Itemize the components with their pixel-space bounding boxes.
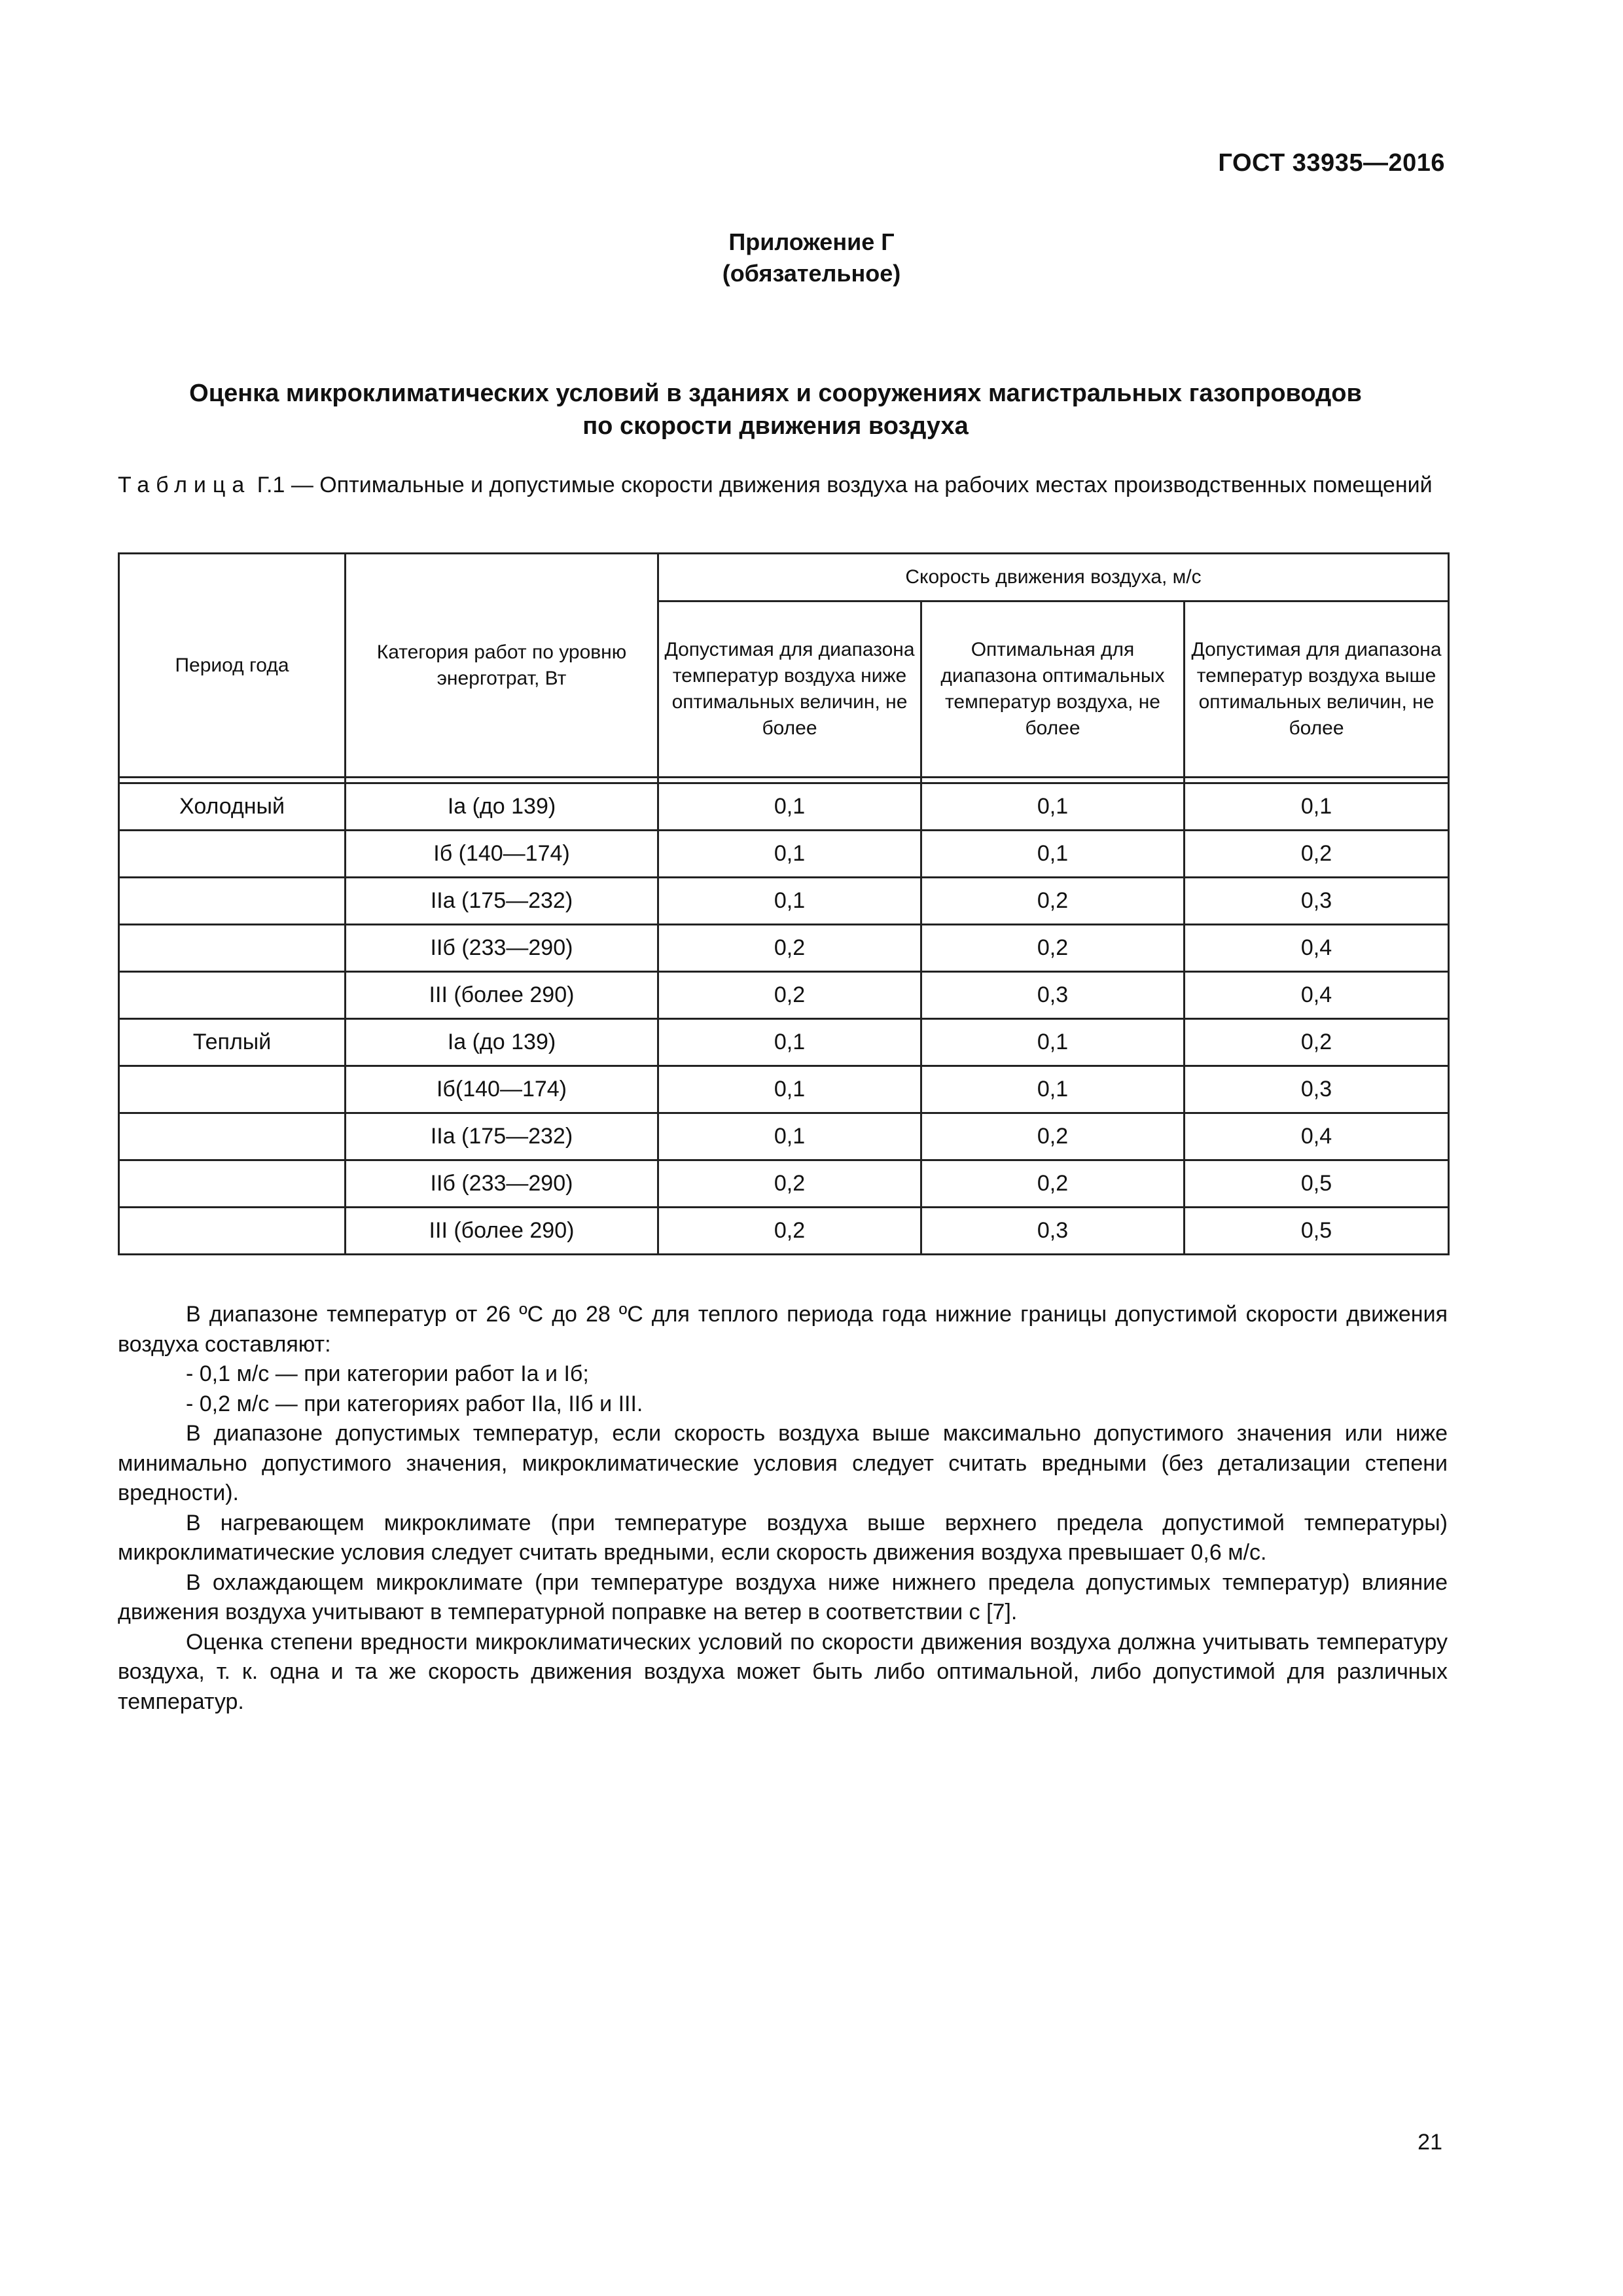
- header-optimal: Оптимальная для диапазона оптимальных температур воздуха, не более: [921, 601, 1185, 778]
- cell-period: [119, 878, 346, 925]
- paragraph-3: В нагревающем микроклимате (при температуре воздуха выше верхнего предела допустимой температуры) микроклиматические условия следует считать вредными, если скорость движения воздуха превышает 0,6 м/с.: [118, 1510, 1448, 1565]
- bullet-1: - 0,1 м/с — при категории работ Iа и Iб;: [186, 1361, 589, 1386]
- table-row: [119, 1208, 1449, 1255]
- table-row: [119, 972, 1449, 1019]
- cell-period: Теплый: [119, 1019, 346, 1066]
- cell-allowed-low: 0,2: [658, 1160, 921, 1208]
- cell-allowed-low: 0,1: [658, 831, 921, 878]
- header-period: Период года: [119, 554, 346, 778]
- cell-optimal: 0,1: [921, 783, 1185, 831]
- cell-optimal: 0,3: [921, 972, 1185, 1019]
- cell-category: Iа (до 139): [346, 1019, 658, 1066]
- cell-allowed-low: 0,1: [658, 878, 921, 925]
- cell-category: III (более 290): [346, 1208, 658, 1255]
- paragraph-4: В охлаждающем микроклимате (при температуре воздуха ниже нижнего предела допустимых температур) влияние движения воздуха учитывают в температурной поправке на ветер в соответствии с [7].: [118, 1570, 1448, 1624]
- header-category: Категория работ по уровню энерготрат, Вт: [346, 554, 658, 778]
- cell-allowed-high: 0,2: [1185, 1019, 1449, 1066]
- cell-allowed-low: 0,1: [658, 783, 921, 831]
- cell-allowed-low: 0,1: [658, 1113, 921, 1160]
- cell-category: IIб (233—290): [346, 1160, 658, 1208]
- table-caption-label: Таблица: [118, 473, 251, 497]
- cell-category: IIб (233—290): [346, 925, 658, 972]
- cell-allowed-high: 0,3: [1185, 878, 1449, 925]
- header-allowed-high: Допустимая для диапазона температур воздуха выше оптимальных величин, не более: [1185, 601, 1449, 778]
- cell-allowed-low: 0,1: [658, 1019, 921, 1066]
- cell-period: [119, 972, 346, 1019]
- heading-line-2: по скорости движения воздуха: [582, 412, 969, 440]
- cell-optimal: 0,1: [921, 1019, 1185, 1066]
- cell-optimal: 0,2: [921, 878, 1185, 925]
- cell-optimal: 0,1: [921, 831, 1185, 878]
- table-row: [119, 1066, 1449, 1113]
- table-row: [119, 1113, 1449, 1160]
- cell-allowed-high: 0,4: [1185, 972, 1449, 1019]
- cell-category: IIа (175—232): [346, 1113, 658, 1160]
- cell-allowed-low: 0,2: [658, 925, 921, 972]
- cell-allowed-high: 0,2: [1185, 831, 1449, 878]
- page-number: 21: [1418, 2130, 1442, 2155]
- paragraph-1: В диапазоне температур от 26 ºС до 28 ºС для теплого периода года нижние границы допустимой скорости движения воздуха составляют:: [118, 1302, 1448, 1357]
- cell-allowed-high: 0,4: [1185, 1113, 1449, 1160]
- table-row: [119, 925, 1449, 972]
- heading-line-1: Оценка микроклиматических условий в зданиях и сооружениях магистральных газопроводов: [189, 380, 1362, 407]
- header-allowed-low: Допустимая для диапазона температур воздуха ниже оптимальных величин, не более: [658, 601, 921, 778]
- standard-number: ГОСТ 33935—2016: [1218, 149, 1445, 177]
- cell-optimal: 0,2: [921, 1160, 1185, 1208]
- table-caption-text: Г.1 — Оптимальные и допустимые скорости движения воздуха на рабочих местах производственных помещений: [251, 473, 1433, 497]
- cell-category: III (более 290): [346, 972, 658, 1019]
- cell-allowed-high: 0,5: [1185, 1208, 1449, 1255]
- cell-period: Холодный: [119, 783, 346, 831]
- air-velocity-table: [118, 552, 1450, 1255]
- cell-period: [119, 1208, 346, 1255]
- cell-category: IIа (175—232): [346, 878, 658, 925]
- cell-allowed-high: 0,3: [1185, 1066, 1449, 1113]
- cell-allowed-high: 0,5: [1185, 1160, 1449, 1208]
- cell-allowed-low: 0,2: [658, 1208, 921, 1255]
- section-heading: [118, 377, 1433, 442]
- header-separator: [119, 778, 1449, 783]
- cell-allowed-low: 0,2: [658, 972, 921, 1019]
- table-row: [119, 1160, 1449, 1208]
- cell-category: Iа (до 139): [346, 783, 658, 831]
- appendix-title: Приложение Г: [728, 228, 895, 255]
- table-row: [119, 831, 1449, 878]
- paragraph-5: Оценка степени вредности микроклиматических условий по скорости движения воздуха должна учитывать температуру воздуха, т. к. одна и та же скорость движения воздуха может быть либо оптимальной, либо допустимой для различных температур.: [118, 1629, 1448, 1714]
- cell-period: [119, 925, 346, 972]
- cell-optimal: 0,1: [921, 1066, 1185, 1113]
- cell-period: [119, 1066, 346, 1113]
- appendix-status: (обязательное): [722, 260, 901, 287]
- cell-period: [119, 1160, 346, 1208]
- body-text: [118, 1300, 1448, 1717]
- cell-optimal: 0,2: [921, 1113, 1185, 1160]
- table-caption: [118, 470, 1448, 500]
- cell-optimal: 0,3: [921, 1208, 1185, 1255]
- cell-period: [119, 1113, 346, 1160]
- cell-category: Iб (140—174): [346, 831, 658, 878]
- cell-period: [119, 831, 346, 878]
- table-body: [119, 778, 1449, 1255]
- header-velocity-group: Скорость движения воздуха, м/с: [658, 554, 1449, 601]
- cell-category: Iб(140—174): [346, 1066, 658, 1113]
- cell-allowed-high: 0,4: [1185, 925, 1449, 972]
- paragraph-2: В диапазоне допустимых температур, если скорость воздуха выше максимально допустимого значения или ниже минимально допустимого значения, микроклиматические условия следует считать вредными (без детализации степени вредности).: [118, 1421, 1448, 1505]
- appendix-block: [0, 226, 1623, 289]
- bullet-2: - 0,2 м/с — при категориях работ IIа, IIб и III.: [186, 1391, 643, 1416]
- table-row: [119, 1019, 1449, 1066]
- table-row: [119, 783, 1449, 831]
- table-row: [119, 878, 1449, 925]
- cell-allowed-low: 0,1: [658, 1066, 921, 1113]
- cell-optimal: 0,2: [921, 925, 1185, 972]
- cell-allowed-high: 0,1: [1185, 783, 1449, 831]
